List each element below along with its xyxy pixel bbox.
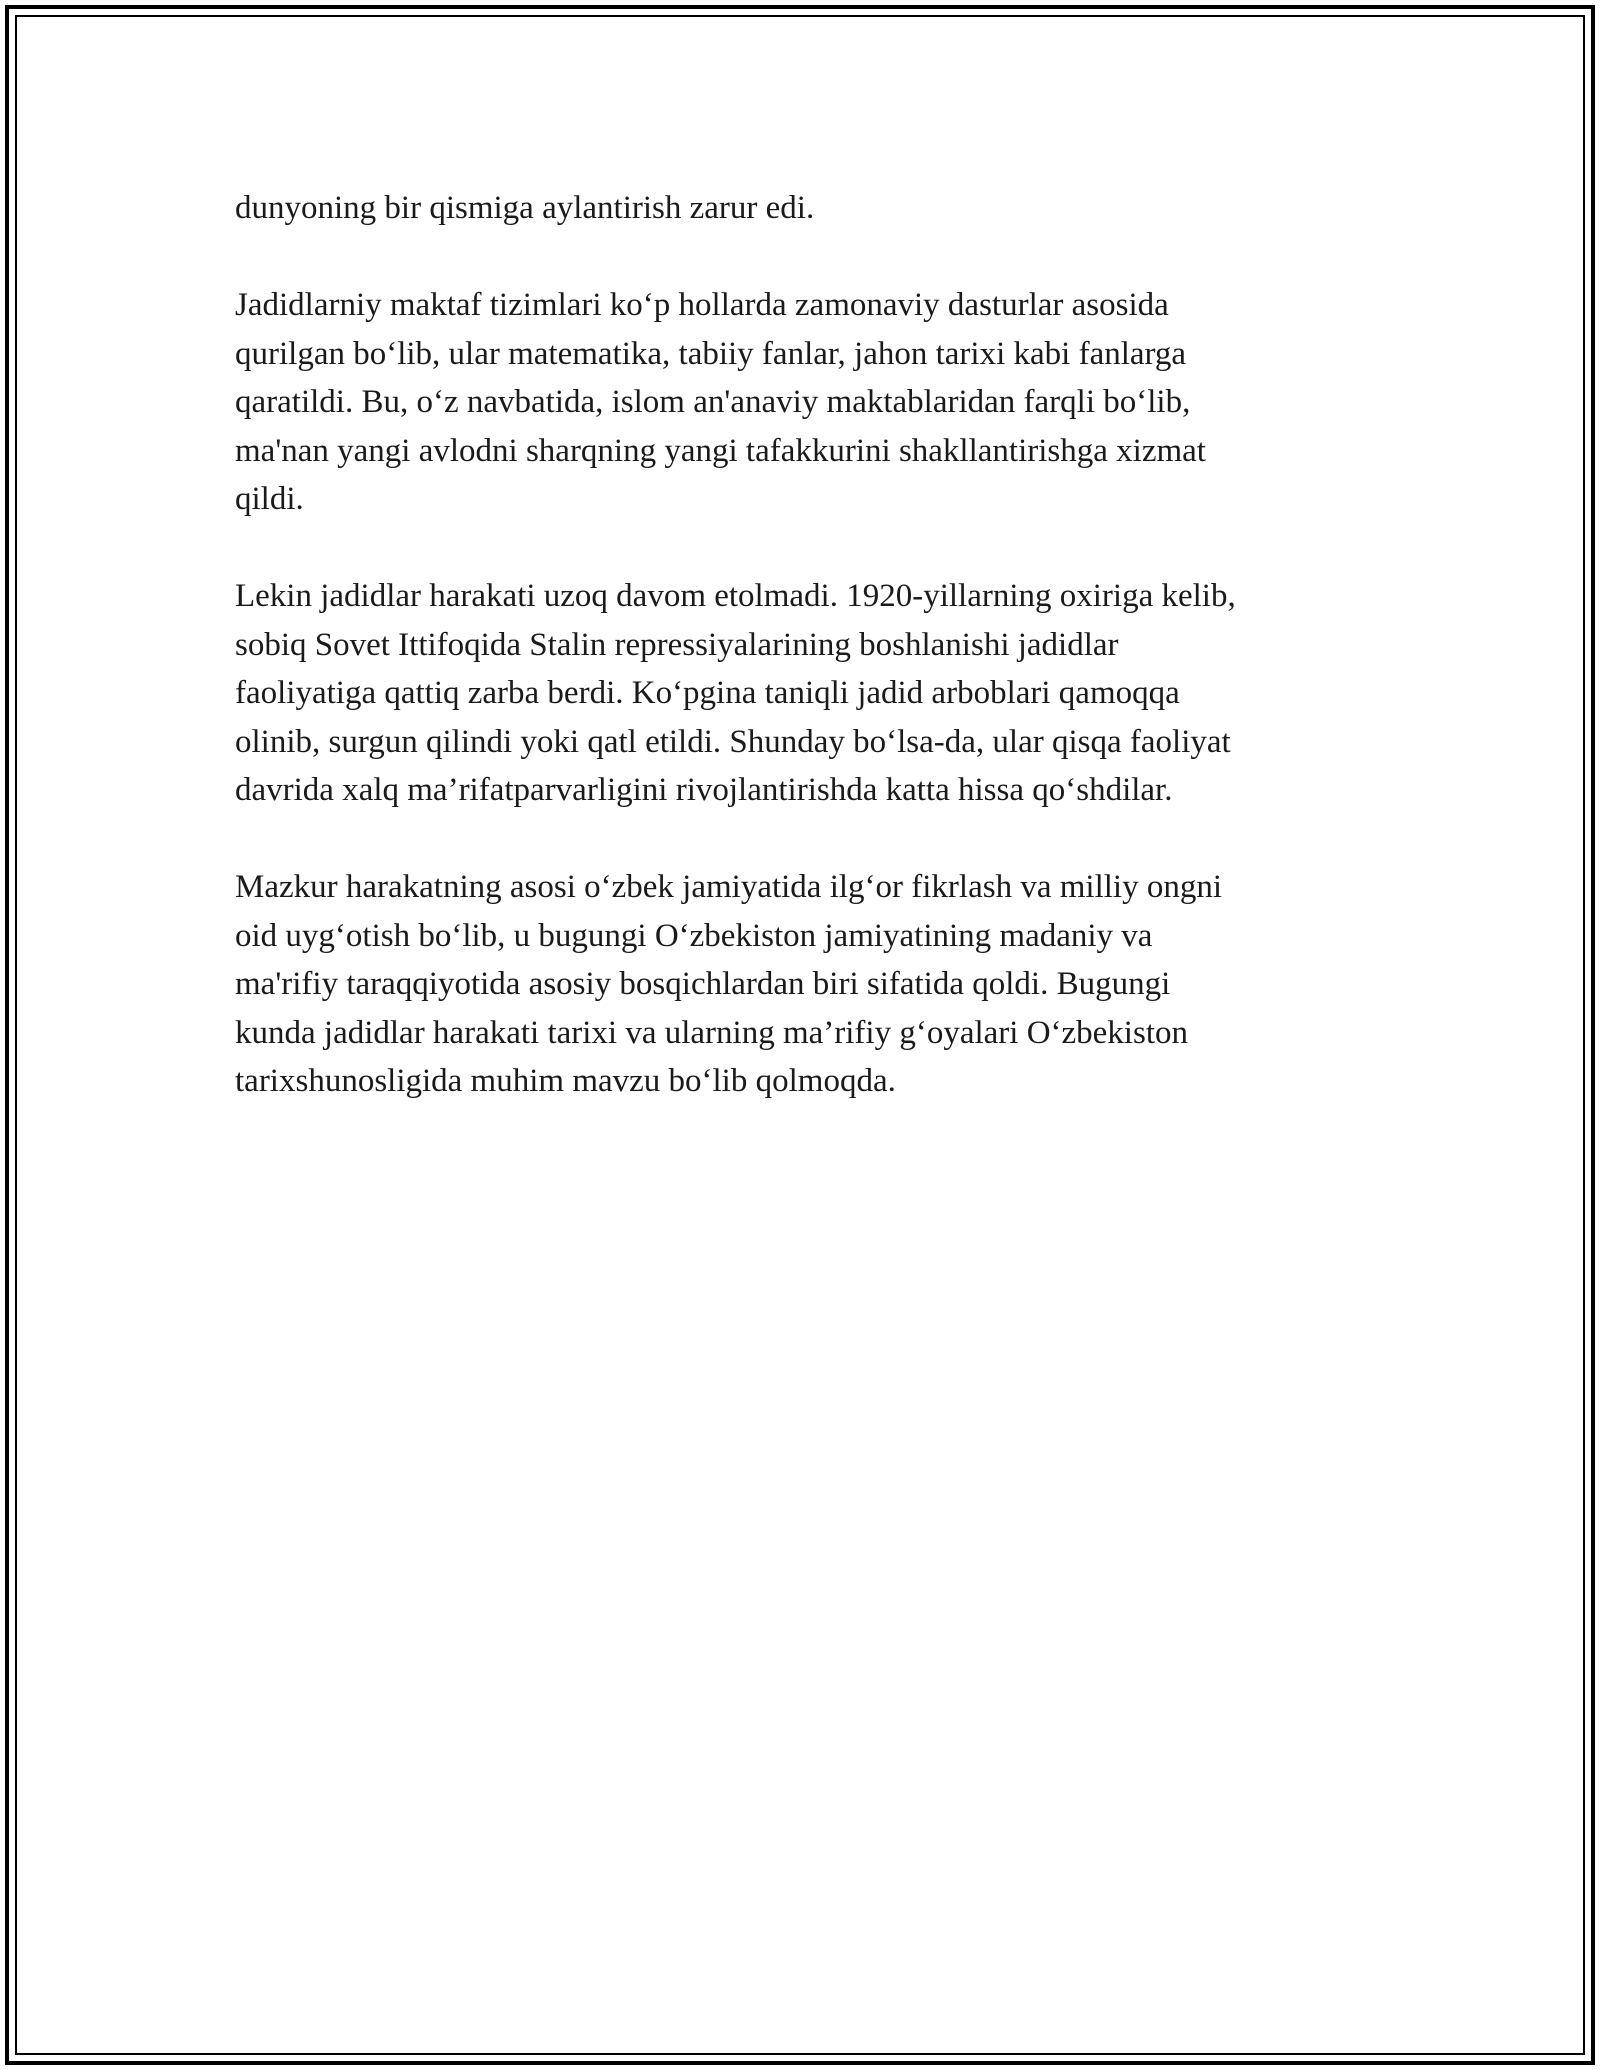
document-body <box>235 184 1370 1154</box>
paragraph-3: Lekin jadidlar harakati uzoq davom etolmadi. 1920-yillarning oxiriga kelib, sobiq Sovet Ittifoqida Stalin repressiyalarining boshlanishi jadidlar faoliyatiga qattiq zarba berdi. Ko‘pgina taniqli jadid arboblari qamoqqa olinib, surgun qilindi yoki qatl etildi. Shunday bo‘lsa-da, ular qisqa faoliyat davrida xalq ma’rifatparvarligini rivojlantirishda katta hissa qo‘shdilar. <box>235 578 1236 808</box>
paragraph-1: dunyoning bir qismiga aylantirish zarur edi. <box>235 190 815 226</box>
paragraph-2: Jadidlarniy maktaf tizimlari ko‘p hollarda zamonaviy dasturlar asosida qurilgan bo‘lib, ular matematika, tabiiy fanlar, jahon tarixi kabi fanlarga qaratildi. Bu, o‘z navbatida, islom an'anaviy maktablaridan farqli bo‘lib, ma'nan yangi avlodni sharqning yangi tafakkurini shakllantirishga xizmat qildi. <box>235 287 1206 517</box>
paragraph-4: Mazkur harakatning asosi o‘zbek jamiyatida ilg‘or fikrlash va milliy ongni oid uyg‘otish bo‘lib, u bugungi O‘zbekiston jamiyatining madaniy va ma'rifiy taraqqiyotida asosiy bosqichlardan biri sifatida qoldi. Bugungi kunda jadidlar harakati tarixi va ularning ma’rifiy g‘oyalari O‘zbekiston tarixshunosligida muhim mavzu bo‘lib qolmoqda. <box>235 869 1222 1099</box>
